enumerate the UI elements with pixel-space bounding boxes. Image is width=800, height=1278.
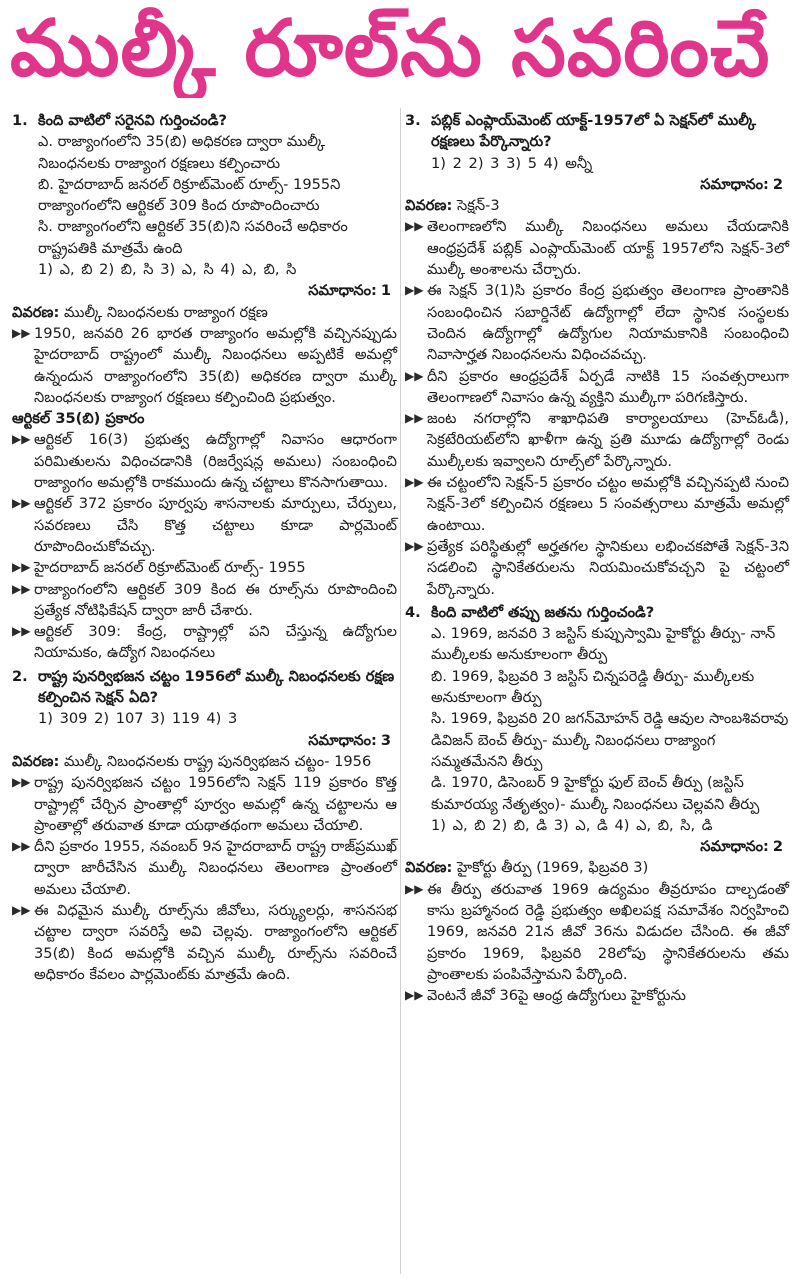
answer-value: 3	[380, 731, 391, 749]
list-item: ▶▶ వెంటనే జీవో 36పై ఆంధ్ర ఉద్యోగులు హైకోర్టును	[405, 985, 789, 1006]
question-number: 4.	[405, 603, 421, 621]
answer-value: 2	[772, 838, 783, 856]
answer-label: సమాధానం:	[700, 175, 769, 193]
explanation-label: వివరణ:	[12, 303, 60, 321]
question-number: 3.	[405, 112, 421, 129]
answer-choices: 1) ఎ, బి 2) బి, డి 3) ఎ, డి 4) ఎ, బి, సి, డి	[431, 816, 713, 834]
arrow-bullet-icon: ▶▶	[12, 839, 31, 854]
arrow-bullet-icon: ▶▶	[12, 624, 31, 639]
arrow-bullet-icon: ▶▶	[12, 581, 31, 596]
question-2	[12, 666, 397, 709]
answer-line	[405, 174, 789, 195]
answer-label: సమాధానం:	[308, 282, 377, 300]
explanation-text: సెక్షన్-3	[456, 197, 500, 215]
list-item: ▶▶ జంట నగరాల్లోని శాఖాధిపతి కార్యాలయాలు (హెచ్ఓడీ), సెక్రటేరియట్‌లోని ఖాళీగా ఉన్న ప్రతి మూడు ఉద్యోగాల్లో రెండు ముల్కీలకు ఇవ్వాలని రూల్స్‌లో పేర్కొన్నారు.	[405, 408, 789, 472]
answer-label: సమాధానం:	[700, 838, 769, 856]
arrow-bullet-icon: ▶▶	[405, 368, 424, 383]
explanation-text: హైకోర్టు తీర్పు (1969, ఫిబ్రవరి 3)	[456, 859, 649, 877]
list-item: ▶▶ ఈ సెక్షన్ 3(1)సి ప్రకారం కేంద్ర ప్రభుత్వం తెలంగాణ ప్రాంతానికి సంబంధించిన సబార్డినేట్ ఉద్యోగాల్లో లేదా స్థానిక సంస్థలకు చెందిన ఉద్యోగాల్లో ఉద్యోగుల నియామకానికి సంబంధించి నివాసార్హత నిబంధనలను విధించవచ్చు.	[405, 280, 789, 365]
arrow-bullet-icon: ▶▶	[12, 432, 31, 447]
question-text: పబ్లిక్ ఎంప్లాయ్‌మెంట్ యాక్ట్-1957లో ఏ సెక్షన్‌లో ముల్కీ రక్షణలు పేర్కొన్నారు?	[431, 112, 756, 151]
arrow-bullet-icon: ▶▶	[405, 988, 424, 1003]
list-item: ▶▶ దీని ప్రకారం 1955, నవంబర్ 9న హైదరాబాద్ రాష్ట్ర రాజ్‌ప్రముఖ్ ద్వారా జారీచేసిన ముల్కీ నిబంధనలు తెలంగాణ ప్రాంతంలో అమలు చేయాలి.	[12, 836, 397, 900]
answer-choices: 1) 309 2) 107 3) 119 4) 3	[38, 710, 238, 728]
arrow-bullet-icon: ▶▶	[12, 902, 31, 917]
arrow-bullet-icon: ▶▶	[405, 538, 424, 553]
option-c: సి. 1969, ఫిబ్రవరి 20 జగన్‌మోహన్ రెడ్డి ఆవుల సాంబశివరావు డివిజన్ బెంచ్ తీర్పు- ముల్కీ నిబంధనలు రాజ్యాంగ సమ్మతమేనని తీర్పు	[431, 710, 789, 770]
right-column	[405, 108, 789, 1006]
option-a: ఎ. రాజ్యాంగంలోని 35(బి) అధికరణ ద్వారా ముల్కీ నిబంధనలకు రాజ్యాంగ రక్షణలు కల్పించారు	[38, 133, 326, 172]
question-text: కింది వాటిలో తప్పు జతను గుర్తించండి?	[431, 603, 655, 621]
explanation	[405, 857, 789, 878]
explanation	[12, 751, 397, 772]
question-number: 1.	[12, 112, 28, 129]
answer-choices: 1) 2 2) 3 3) 5 4) అన్నీ	[431, 154, 593, 172]
list-item: ▶▶ దీని ప్రకారం ఆంధ్రప్రదేశ్ ఏర్పడే నాటికి 15 సంవత్సరాలుగా తెలంగాణలో నివాసం ఉన్న వ్యక్తిని ముల్కీగా పరిగణిస్తారు.	[405, 366, 789, 409]
explanation-text: ముల్కీ నిబంధనలకు రాజ్యాంగ రక్షణ	[63, 303, 268, 321]
explanation-text: ముల్కీ నిబంధనలకు రాష్ట్ర పునర్విభజన చట్టం- 1956	[63, 752, 372, 770]
option-b: బి. 1969, ఫిబ్రవరి 3 జస్టిస్ చిన్నపరెడ్డి తీర్పు- ముల్కీలకు అనుకూలంగా తీర్పు	[431, 667, 755, 707]
list-item: ▶▶ హైదరాబాద్ జనరల్ రిక్రూట్‌మెంట్ రూల్స్- 1955	[12, 557, 397, 578]
explanation-label: వివరణ:	[405, 197, 453, 215]
list-item: ▶▶ ప్రత్యేక పరిస్థితుల్లో అర్హతగల స్థానికులు లభించకపోతే సెక్షన్-3ని సడలించి స్థానికేతరులను నియమించుకోవచ్చని పై చట్టంలో పేర్కొన్నారు.	[405, 536, 789, 600]
list-item: ▶▶ ఆర్టికల్ 16(3) ప్రభుత్వ ఉద్యోగాల్లో నివాసం ఆధారంగా పరిమితులను విధించడానికి (రిజర్వేషన్ల అమలు) సంబంధించి రాజ్యాంగం అమల్లోకి రాకముందు ఉన్న చట్టాలు కొనసాగుతాయి.	[12, 429, 397, 493]
question-text: రాష్ట్ర పునర్విభజన చట్టం 1956లో ముల్కీ నిబంధనలకు రక్షణ కల్పించిన సెక్షన్ ఏది?	[38, 667, 395, 707]
arrow-bullet-icon: ▶▶	[405, 881, 424, 896]
option-c: సి. రాజ్యాంగంలోని ఆర్టికల్ 35(బి)ని సవరించే అధికారం రాష్ట్రపతికి మాత్రమే ఉంది	[38, 218, 348, 257]
answer-choices: 1) ఎ, బి 2) బి, సి 3) ఎ, సి 4) ఎ, బి, సి	[38, 261, 297, 279]
answer-value: 2	[772, 175, 783, 193]
list-item: ▶▶ రాష్ట్ర పునర్విభజన చట్టం 1956లోని సెక్షన్ 119 ప్రకారం కొత్త రాష్ట్రాల్లో చేర్చిన ప్రాంతాల్లో పూర్వం అమల్లో ఉన్న చట్టాలను ఆ ప్రాంతాల్లో తరువాత కూడా యథాతథంగా అమలు చేయాలి.	[12, 772, 397, 836]
question-text: కింది వాటిలో సరైనవి గుర్తించండి?	[38, 112, 228, 129]
answer-line	[12, 280, 397, 301]
arrow-bullet-icon: ▶▶	[405, 475, 424, 490]
subheading: ఆర్టికల్ 35(బి) ప్రకారం	[12, 410, 145, 428]
explanation-label: వివరణ:	[405, 859, 453, 877]
list-item: ▶▶ ఈ చట్టంలోని సెక్షన్-5 ప్రకారం చట్టం అమల్లోకి వచ్చినప్పటి నుంచి సెక్షన్-3లో కల్పించిన రక్షణలు 5 సంవత్సరాలు మాత్రమే అమల్లో ఉంటాయి.	[405, 472, 789, 536]
list-item: ▶▶ ఈ తీర్పు తరువాత 1969 ఉద్యమం తీవ్రరూపం దాల్చడంతో కాసు బ్రహ్మానంద రెడ్డి ప్రభుత్వం అఖిలపక్ష సమావేశం నిర్వహించి 1969, జనవరి 21న జీవో 36ను విడుదల చేసింది. ఈ జీవో ప్రకారం 1969, ఫిబ్రవరి 28లోపు స్థానికేతరులను తమ ప్రాంతాలకు పంపివేస్తామని పేర్కొంది.	[405, 879, 789, 985]
arrow-bullet-icon: ▶▶	[12, 496, 31, 511]
list-item: ▶▶ 1950, జనవరి 26 భారత రాజ్యాంగం అమల్లోకి వచ్చినప్పుడు హైదరాబాద్ రాష్ట్రంలో ముల్కీ నిబంధనలు అప్పటికే అమల్లో ఉన్నందున రాజ్యాంగంలోని 35(బి) అధికరణ ద్వారా ముల్కీ నిబంధనలకు రాజ్యాంగ రక్షణలు కల్పించింది ప్రభుత్వం.	[12, 323, 397, 408]
arrow-bullet-icon: ▶▶	[12, 560, 31, 575]
question-1	[12, 110, 397, 131]
option-b: బి. హైదరాబాద్ జనరల్ రిక్రూట్‌మెంట్ రూల్స్- 1955ని రాజ్యాంగంలోని ఆర్టికల్ 309 కింద రూపొందించారు	[38, 175, 341, 215]
explanation-label: వివరణ:	[12, 752, 60, 770]
explanation	[405, 195, 789, 216]
left-column	[12, 108, 397, 985]
question-3	[405, 110, 789, 153]
question-number: 2.	[12, 667, 28, 685]
column-divider	[400, 108, 401, 1274]
answer-label: సమాధానం:	[308, 731, 377, 749]
arrow-bullet-icon: ▶▶	[12, 775, 31, 790]
arrow-bullet-icon: ▶▶	[12, 325, 31, 340]
arrow-bullet-icon: ▶▶	[405, 283, 424, 298]
arrow-bullet-icon: ▶▶	[405, 219, 424, 234]
list-item: ▶▶ ఈ విధమైన ముల్కీ రూల్స్‌ను జీవోలు, సర్క్యులర్లు, శాసనసభ చట్టాల ద్వారా సవరిస్తే అవి చెల్లవు. రాజ్యాంగంలోని ఆర్టికల్ 35(బి) కింద అమల్లోకి వచ్చిన ముల్కీ రూల్స్‌ను సవరించే అధికారం కేవలం పార్లమెంట్‌కు మాత్రమే ఉంది.	[12, 900, 397, 985]
option-d: డి. 1970, డిసెంబర్ 9 హైకోర్టు ఫుల్ బెంచ్ తీర్పు (జస్టిస్ కుమారయ్య నేతృత్వం)- ముల్కీ నిబంధనలు చెల్లవని తీర్పు	[431, 774, 760, 813]
list-item: ▶▶ ఆర్టికల్ 309: కేంద్ర, రాష్ట్రాల్లో పని చేస్తున్న ఉద్యోగుల నియామకం, ఉద్యోగ నిబంధనలు	[12, 621, 397, 664]
answer-value: 1	[380, 282, 391, 300]
answer-line	[405, 836, 789, 857]
question-4	[405, 602, 789, 623]
list-item: ▶▶ ఆర్టికల్ 372 ప్రకారం పూర్వపు శాసనాలకు మార్పులు, చేర్పులు, సవరణలు చేసి కొత్త చట్టాలు కూడా పార్లమెంట్ రూపొందించుకోవచ్చు.	[12, 493, 397, 557]
arrow-bullet-icon: ▶▶	[405, 411, 424, 426]
option-a: ఎ. 1969, జనవరి 3 జస్టిస్ కుప్పుస్వామి హైకోర్టు తీర్పు- నాన్ ముల్కీలకు అనుకూలంగా తీర్పు	[431, 625, 776, 664]
headline: ముల్కీ రూల్‌ను సవరించే	[10, 4, 771, 94]
explanation	[12, 302, 397, 323]
list-item: ▶▶ తెలంగాణలోని ముల్కీ నిబంధనలు అమలు చేయడానికి ఆంధ్రప్రదేశ్ పబ్లిక్ ఎంప్లాయ్‌మెంట్ యాక్ట్ 1957లోని సెక్షన్-3లో ముల్కీ అంశాలను చేర్చారు.	[405, 216, 789, 280]
answer-line	[12, 730, 397, 751]
list-item: ▶▶ రాజ్యాంగంలోని ఆర్టికల్ 309 కింద ఈ రూల్స్‌ను రూపొందించి ప్రత్యేక నోటిఫికేషన్ ద్వారా జారీ చేశారు.	[12, 579, 397, 622]
